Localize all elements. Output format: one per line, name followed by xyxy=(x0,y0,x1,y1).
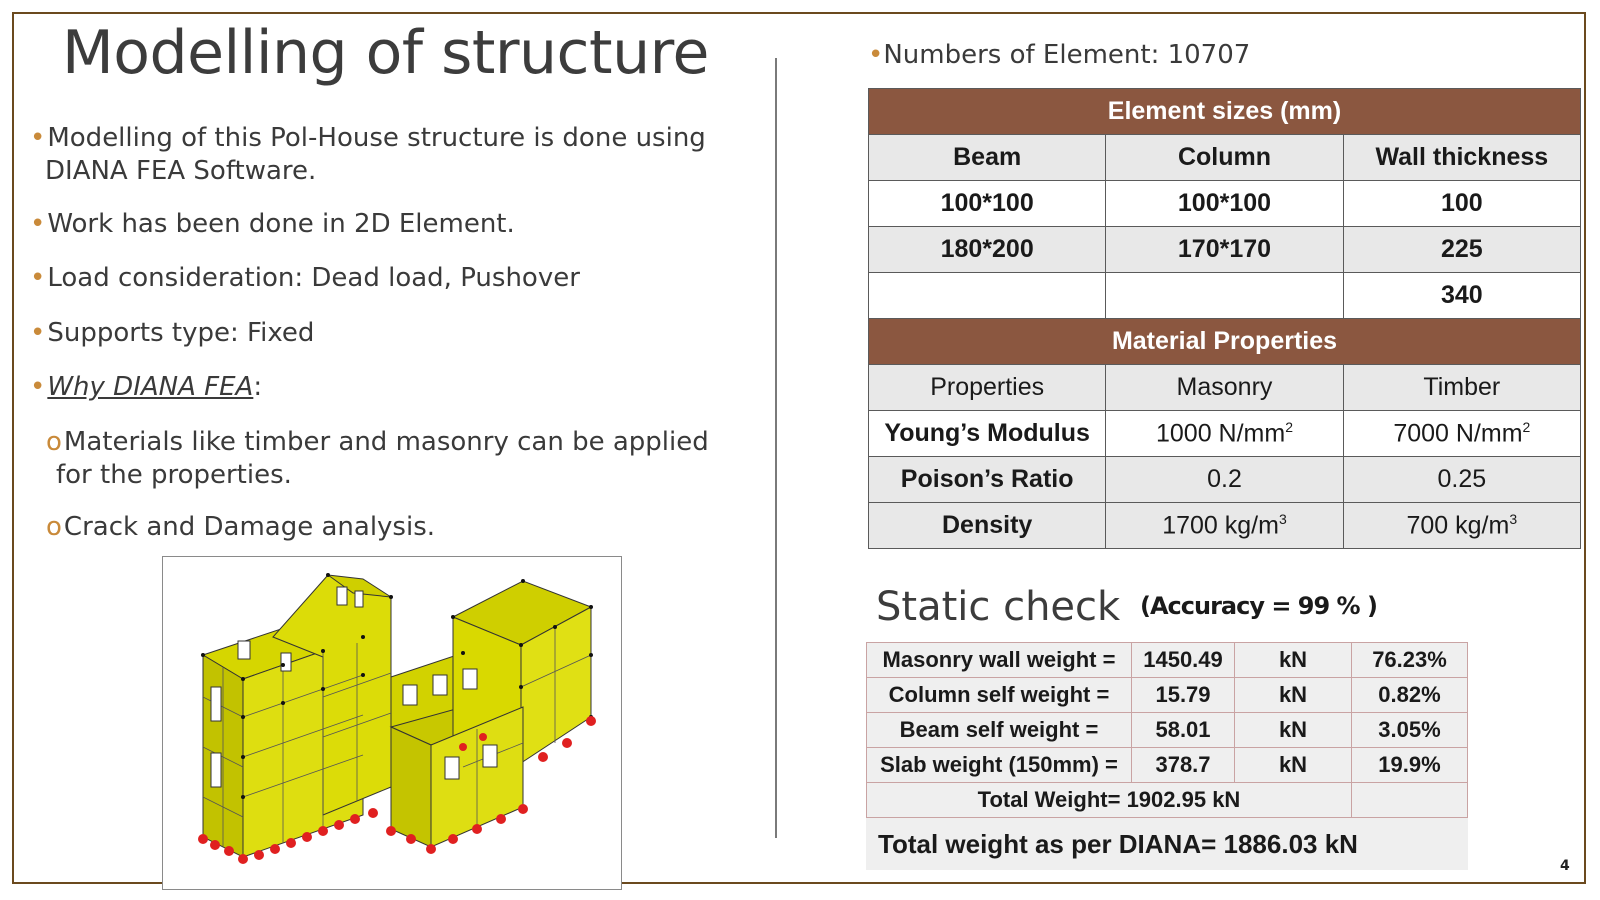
bullet-why-diana: •Why DIANA FEA: xyxy=(30,372,263,402)
bullet-supports: •Supports type: Fixed xyxy=(30,318,315,348)
bullet-dot-icon: • xyxy=(30,263,46,293)
table-row: Properties Masonry Timber xyxy=(869,365,1581,411)
bullet-dot-icon: • xyxy=(30,123,46,153)
sub-bullet-circle-icon: o xyxy=(46,512,62,542)
static-check-table xyxy=(866,642,1468,818)
table-row: Beam Column Wall thickness xyxy=(869,135,1581,181)
accuracy-label: (Accuracy = 99 % ) xyxy=(1140,592,1377,620)
element-material-table xyxy=(868,88,1581,549)
sub-bullet-circle-icon: o xyxy=(46,427,62,457)
bullet-dot-icon: • xyxy=(30,318,46,348)
table-row: 340 xyxy=(869,273,1581,319)
bullet-dot-icon: • xyxy=(30,209,46,239)
bullet-2d-element: •Work has been done in 2D Element. xyxy=(30,209,515,239)
column-divider xyxy=(775,58,777,838)
table-row: Young’s Modulus 1000 $N/mm^2$ 7000 $N/mm^2$ xyxy=(869,411,1581,457)
sub-bullet-crack: oCrack and Damage analysis. xyxy=(46,512,436,542)
table-header-row xyxy=(869,319,1581,365)
bullet-dot-icon: • xyxy=(30,372,46,402)
table-row: Slab weight (150mm) = 378.7 kN 19.9% xyxy=(867,748,1468,783)
slide-title: Modelling of structure xyxy=(62,18,709,88)
element-sizes-header: Element sizes (mm) xyxy=(869,89,1581,135)
why-diana-link[interactable]: Why DIANA FEA xyxy=(47,372,254,402)
bullet-dot-icon: • xyxy=(868,40,884,70)
element-count: •Numbers of Element: 10707 xyxy=(868,40,1251,70)
material-properties-header: Material Properties xyxy=(869,319,1581,365)
fe-model-image xyxy=(162,556,622,890)
building-model-icon xyxy=(163,557,621,889)
table-row: Poison’s Ratio 0.2 0.25 xyxy=(869,457,1581,503)
bullet-load: •Load consideration: Dead load, Pushover xyxy=(30,263,580,293)
table-row: Density 1700 $kg/m^3$ 700 $kg/m^3$ xyxy=(869,503,1581,549)
table-row: 100*100 100*100 100 xyxy=(869,181,1581,227)
table-row: Column self weight = 15.79 kN 0.82% xyxy=(867,678,1468,713)
static-check-title: Static check xyxy=(876,584,1121,630)
table-row: Beam self weight = 58.01 kN 3.05% xyxy=(867,713,1468,748)
bullet-software: •Modelling of this Pol-House structure is done using DIANA FEA Software. xyxy=(30,123,706,186)
table-row xyxy=(867,783,1468,818)
table-header-row xyxy=(869,89,1581,135)
sub-bullet-materials: oMaterials like timber and masonry can be applied for the properties. xyxy=(46,427,709,490)
page-number: 4 xyxy=(1560,858,1570,874)
table-row: 180*200 170*170 225 xyxy=(869,227,1581,273)
diana-total-weight: Total weight as per DIANA= 1886.03 kN xyxy=(866,818,1468,870)
table-row: Masonry wall weight = 1450.49 kN 76.23% xyxy=(867,643,1468,678)
total-weight: Total Weight= 1902.95 kN xyxy=(867,783,1352,818)
